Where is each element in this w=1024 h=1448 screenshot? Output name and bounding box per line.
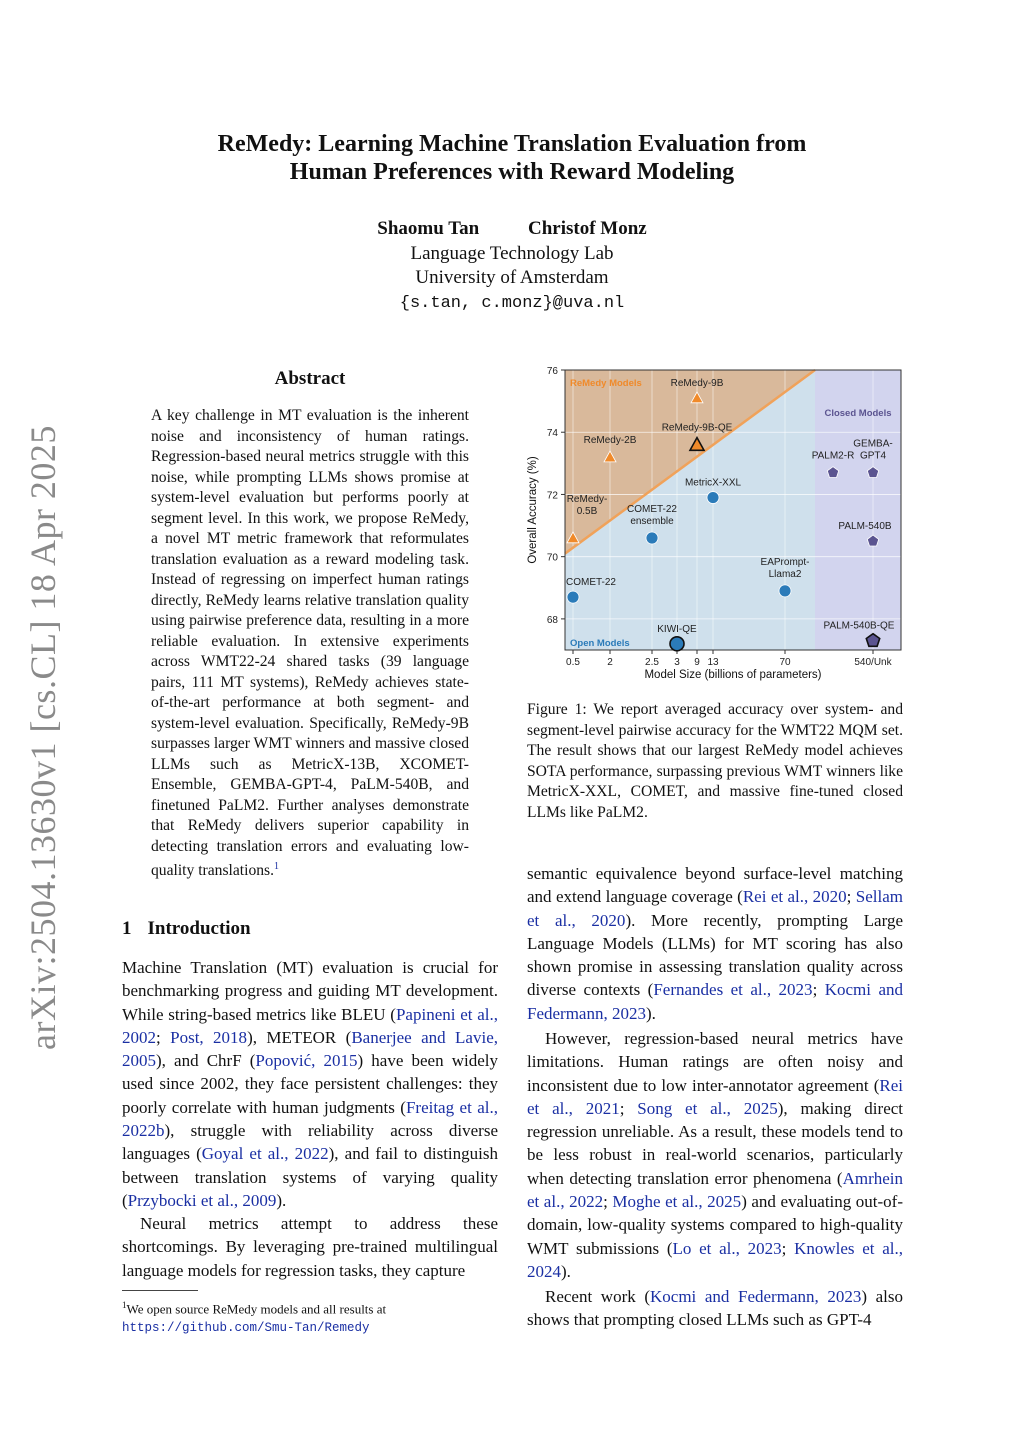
title-line-2: Human Preferences with Reward Modeling xyxy=(289,159,735,185)
citation-link[interactable]: Goyal et al., 2022 xyxy=(201,1144,329,1164)
y-tick-label: 68 xyxy=(546,614,558,626)
x-tick-label: 0.5 xyxy=(566,657,580,668)
intro-paragraph-5 xyxy=(527,1285,903,1332)
text-run: ). xyxy=(645,1003,656,1023)
text-run: Recent work ( xyxy=(545,1287,650,1306)
x-tick-label: 3 xyxy=(674,657,680,668)
footnote-mark: 1 xyxy=(122,1300,127,1310)
intro-paragraph-3 xyxy=(527,862,903,1025)
point-palm-540b-label: PALM-540B xyxy=(838,521,892,533)
text-run: ; xyxy=(846,887,856,907)
text-run: ). More recently, prompting Large Language Models (LLMs) for MT scoring has also shown promise in assessing translation quality across diverse contexts ( xyxy=(527,910,903,1000)
author-2: Christof Monz xyxy=(527,218,647,239)
region-label-remedy: ReMedy Models xyxy=(570,378,642,389)
point-palm-540b-qe-label: PALM-540B-QE xyxy=(823,620,895,632)
x-tick-label: 9 xyxy=(694,657,700,668)
abstract-text: A key challenge in MT evaluation is the inherent noise and inconsistency of human ratings. Regression-based neural metrics struggle with this noise, while prompting LLMs shows promise at system-level evaluation but performs poorly at segment level. In this work, we propose ReMedy, a novel MT metric framework that reformulates translation evaluation as a reward modeling task. Instead of regressing on imperfect human ratings directly, ReMedy learns relative translation quality using pairwise preference data, resulting in a more reliable evaluation. In extensive experiments across WMT22-24 shared tasks (39 language pairs, 111 MT systems), ReMedy achieves state-of-the-art performance at both segment- and system-level evaluation. Specifically, ReMedy-9B surpasses larger WMT winners and massive closed LLMs such as MetricX-13B, XCOMET-Ensemble, GEMBA-GPT-4, PaLM-540B, and finetuned PaLM2. Further analyses demonstrate that ReMedy delivers superior capability in detecting translation errors and evaluating low-quality translations. xyxy=(151,407,469,880)
text-run: ). xyxy=(561,1261,571,1281)
accuracy-vs-size-chart xyxy=(520,362,910,684)
text-run: ), METEOR ( xyxy=(247,1027,352,1047)
citation-link[interactable]: Freitag et al., 2022b xyxy=(122,1097,498,1141)
section-number: 1 xyxy=(122,918,132,939)
x-tick-label: 2.5 xyxy=(645,657,659,668)
text-run: ; xyxy=(812,980,825,1000)
abstract-heading: Abstract xyxy=(274,368,346,389)
y-tick-label: 74 xyxy=(546,428,558,440)
x-axis-label: Model Size (billions of parameters) xyxy=(644,669,822,681)
citation-link[interactable]: Sellam et al., 2020 xyxy=(527,887,903,930)
y-tick-label: 76 xyxy=(546,366,558,377)
y-tick-label: 70 xyxy=(546,552,558,564)
paper-title xyxy=(0,130,1024,186)
point-remedy-0.5b-label: ReMedy- xyxy=(566,494,608,505)
point-remedy-9b-qe-label: ReMedy-9B-QE xyxy=(661,422,733,434)
point-kiwi-qe-marker xyxy=(670,637,684,651)
text-run: Machine Translation (MT) evaluation is crucial for benchmarking progress and guiding MT development. While string-based metrics like BLEU ( xyxy=(122,958,498,1024)
citation-link[interactable]: Rei et al., 2021 xyxy=(527,1075,903,1118)
point-eaprompt-llama2-marker xyxy=(779,585,791,597)
author-list xyxy=(0,218,1024,240)
point-remedy-0.5b-label: 0.5B xyxy=(576,506,598,517)
figure-caption: Figure 1: We report averaged accuracy over system- and segment-level pairwise accuracy for the WMT22 MQM set. The result shows that our largest ReMedy model achieves SOTA performance, surpassing previous WMT winners like MetricX-XXL, COMET, and massive fine-tuned closed LLMs like PaLM2. xyxy=(527,701,903,821)
text-run: ), struggle with reliability across diverse languages ( xyxy=(122,1121,498,1164)
x-tick-label: 13 xyxy=(707,657,719,668)
footnote-url-link[interactable]: https://github.com/Smu-Tan/Remedy xyxy=(122,1321,370,1336)
text-run: However, regression-based neural metrics have limitations. Human ratings are often noisy and inconsistent due to low inter-annotator agreement ( xyxy=(527,1029,903,1095)
citation-link[interactable]: Amrhein et al., 2022 xyxy=(527,1168,903,1212)
text-run: ; xyxy=(156,1027,171,1047)
intro-paragraph-2: Neural metrics attempt to address these shortcomings. By leveraging pre-trained multilingual language models for regression tasks, they capture xyxy=(122,1214,498,1280)
citation-link[interactable]: Moghe et al., 2025 xyxy=(612,1192,742,1212)
author-emails: {s.tan, c.monz}@uva.nl xyxy=(399,294,625,313)
citation-link[interactable]: Lo et al., 2023 xyxy=(672,1238,782,1258)
point-eaprompt-llama2-label: EAPrompt- xyxy=(760,556,810,568)
point-metricx-xxl-label: MetricX-XXL xyxy=(684,477,742,489)
text-run: ) and evaluating out-of-domain, low-quality systems compared to high-quality WMT submissions ( xyxy=(527,1192,904,1258)
point-gemba-gpt4-label: GEMBA- xyxy=(853,438,893,450)
region-label-open: Open Models xyxy=(570,638,630,649)
title-line-1: ReMedy: Learning Machine Translation Evaluation from xyxy=(217,131,807,157)
text-run: ), making direct regression unreliable. As a result, these models tend to be less robust in real-world scenarios, particularly when detecting translation error phenomena ( xyxy=(527,1098,904,1188)
point-kiwi-qe-label: KIWI-QE xyxy=(657,623,697,635)
footnote-ref[interactable]: 1 xyxy=(274,861,279,872)
affiliation-university: University of Amsterdam xyxy=(415,267,609,288)
text-run: ) also shows that prompting closed LLMs such as GPT-4 xyxy=(527,1287,903,1330)
footnote-rule xyxy=(122,1290,198,1291)
section-title: Introduction xyxy=(147,918,251,939)
point-eaprompt-llama2-label: Llama2 xyxy=(768,568,802,580)
text-run: ) have been widely used since 2002, they face persistent challenges: they poorly correlate with human judgments ( xyxy=(122,1051,498,1117)
intro-paragraph-4 xyxy=(527,1027,903,1283)
text-run: ). xyxy=(276,1190,287,1210)
text-run: ), and ChrF ( xyxy=(156,1051,256,1071)
point-palm2-r-label: PALM2-R xyxy=(811,450,855,462)
abstract-body xyxy=(151,406,469,882)
point-comet-22-marker xyxy=(567,591,579,603)
point-comet-22-label: COMET-22 xyxy=(565,577,617,589)
text-run: ; xyxy=(781,1238,795,1258)
citation-link[interactable]: Papineni et al., 2002 xyxy=(122,1004,499,1047)
text-run: ), and fail to distinguish between translation systems of varying quality ( xyxy=(122,1144,498,1210)
citation-link[interactable]: Przybocki et al., 2009 xyxy=(127,1190,277,1210)
citation-link[interactable]: Kocmi and Federmann, 2023 xyxy=(527,980,903,1023)
text-run: semantic equivalence beyond surface-level matching and extend language coverage ( xyxy=(527,864,903,907)
section-heading-introduction xyxy=(122,918,251,940)
point-metricx-xxl-marker xyxy=(707,492,719,504)
y-tick-label: 72 xyxy=(546,490,558,502)
y-axis-label: Overall Accuracy (%) xyxy=(527,456,539,564)
intro-paragraph-1 xyxy=(122,956,498,1212)
text-run: ; xyxy=(603,1192,613,1212)
point-remedy-2b-label: ReMedy-2B xyxy=(583,435,637,447)
point-comet-22ensemble-marker xyxy=(646,532,658,544)
point-comet-22ensemble-label: COMET-22 xyxy=(626,504,678,515)
citation-link[interactable]: Fernandes et al., 2023 xyxy=(653,980,813,1000)
citation-link[interactable]: Knowles et al., 2024 xyxy=(527,1238,903,1281)
citation-link[interactable]: Kocmi and Federmann, 2023 xyxy=(650,1287,862,1306)
affiliation-lab: Language Technology Lab xyxy=(410,243,614,264)
text-run: ; xyxy=(619,1098,638,1118)
point-remedy-9b-label: ReMedy-9B xyxy=(670,378,724,389)
point-gemba-gpt4-label: GPT4 xyxy=(859,450,887,462)
citation-link[interactable]: Banerjee and Lavie, 2005 xyxy=(122,1027,498,1071)
citation-link[interactable]: Rei et al., 2020 xyxy=(742,887,847,907)
footnote-text: We open source ReMedy models and all results at xyxy=(126,1301,387,1317)
x-tick-label: 2 xyxy=(607,657,613,668)
citation-link[interactable]: Post, 2018 xyxy=(170,1027,248,1047)
point-comet-22ensemble-label: ensemble xyxy=(630,516,674,527)
footnote xyxy=(122,1296,502,1337)
citation-link[interactable]: Popović, 2015 xyxy=(255,1051,358,1071)
figure-1 xyxy=(520,362,910,689)
citation-link[interactable]: Song et al., 2025 xyxy=(637,1098,778,1118)
author-1: Shaomu Tan xyxy=(377,218,480,239)
x-tick-label: 70 xyxy=(779,657,791,668)
region-label-closed: Closed Models xyxy=(824,408,892,419)
x-tick-label: 540/Unk xyxy=(854,657,892,668)
arxiv-identifier: arXiv:2504.13630v1 [cs.CL] 18 Apr 2025 xyxy=(23,425,63,1050)
